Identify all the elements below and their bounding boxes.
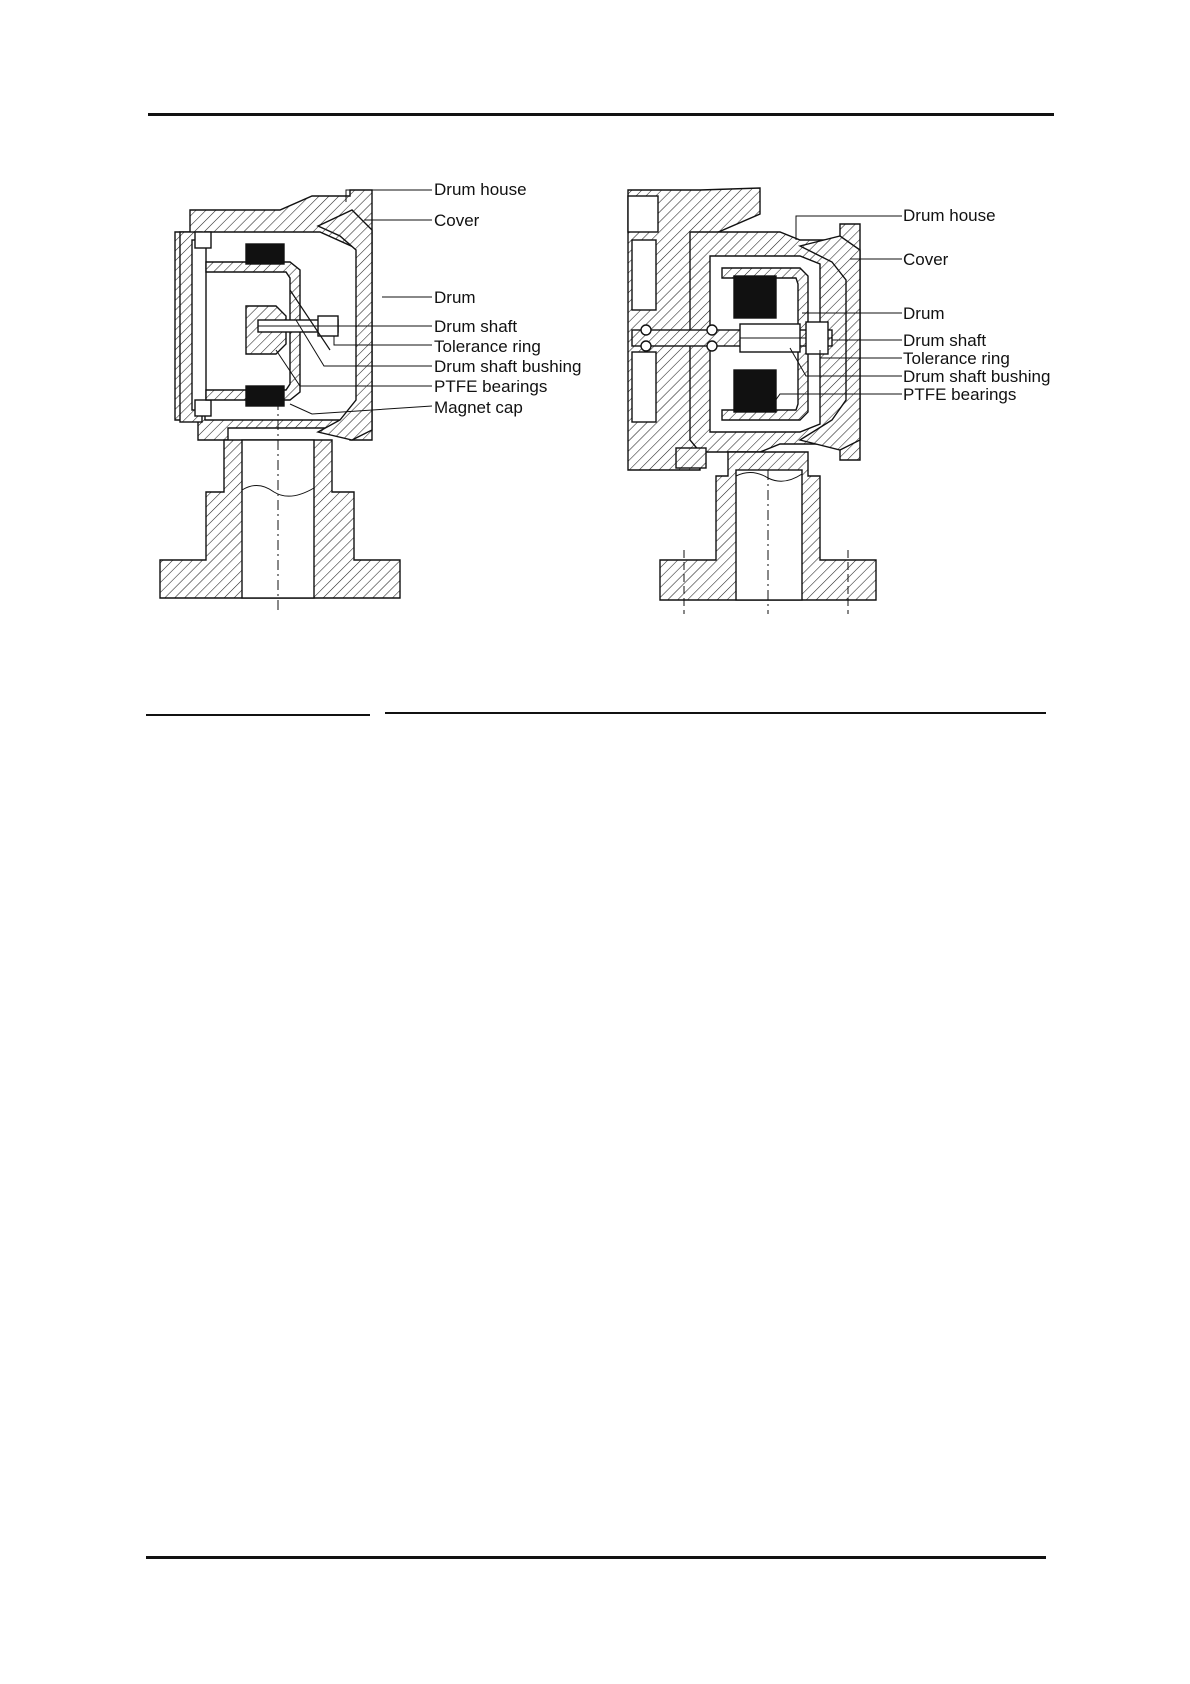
right-label-drum-shaft-bushing: Drum shaft bushing [903,367,1051,386]
right-labels [903,206,1050,404]
right-label-cover: Cover [903,250,949,269]
right-label-tolerance-ring: Tolerance ring [903,349,1010,368]
footer-rule [146,1556,1046,1559]
cross-section-figures [0,0,1190,720]
left-label-drum-shaft: Drum shaft [434,317,518,336]
right-label-drum-shaft: Drum shaft [903,331,987,350]
left-pump-section-drawing [160,190,400,610]
left-label-magnet-cap: Magnet cap [434,398,523,417]
right-label-ptfe-bearings: PTFE bearings [903,385,1017,404]
right-label-drum-house: Drum house [903,206,996,225]
left-label-cover: Cover [434,211,480,230]
left-label-drum-house: Drum house [434,180,527,199]
left-labels [434,180,581,417]
left-label-drum-shaft-bushing: Drum shaft bushing [434,357,582,376]
left-label-tolerance-ring: Tolerance ring [434,337,541,356]
left-label-drum: Drum [434,288,476,307]
right-pump-section-drawing [628,188,876,614]
right-label-drum: Drum [903,304,945,323]
left-label-ptfe-bearings: PTFE bearings [434,377,548,396]
